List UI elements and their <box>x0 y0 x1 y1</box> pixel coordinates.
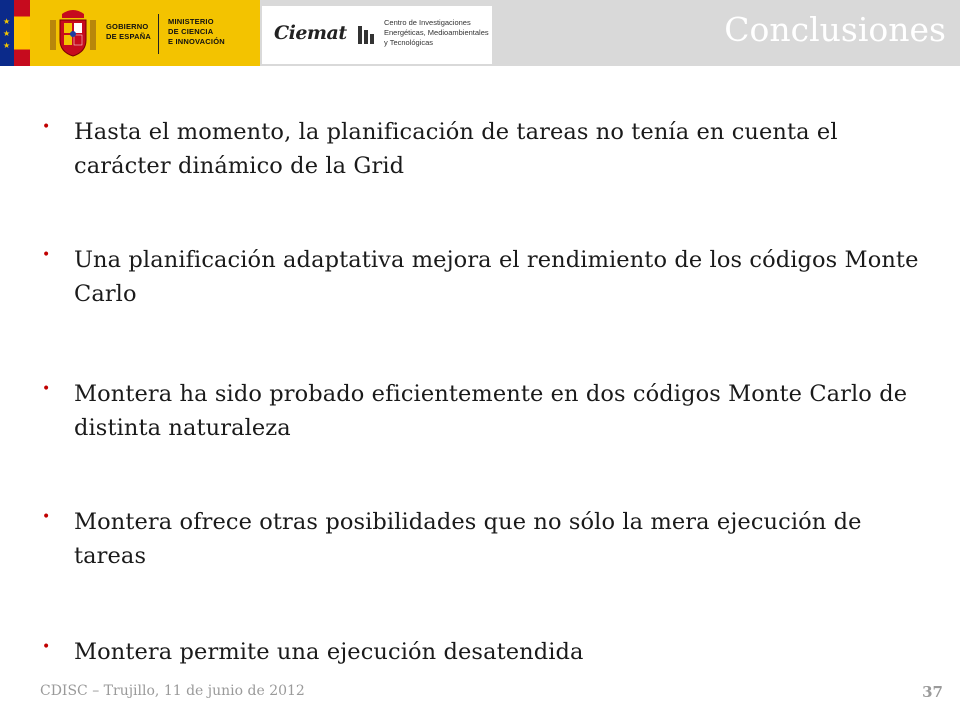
bullet-icon: • <box>42 509 51 525</box>
bullet-icon: • <box>42 381 51 397</box>
bullet-text: Montera ofrece otras posibilidades que no sólo la mera ejecución de tareas <box>74 509 862 569</box>
bullet-text: Una planificación adaptativa mejora el rendimiento de los códigos Monte Carlo <box>74 247 919 307</box>
ciemat-wordmark: Ciemat <box>274 22 347 44</box>
ciemat-description: Centro de Investigaciones Energéticas, Medioambientales y Tecnológicas <box>384 18 489 47</box>
logo-divider <box>158 14 159 54</box>
bullet-icon: • <box>42 639 51 655</box>
government-logo <box>30 0 260 66</box>
bullet-icon: • <box>42 247 51 263</box>
eu-flag-icon: ★ ★ ★ <box>0 0 14 66</box>
page-number: 37 <box>922 683 943 701</box>
government-name: GOBIERNO DE ESPAÑA <box>106 22 152 41</box>
spain-flag-icon <box>14 0 30 66</box>
coat-of-arms-icon <box>46 6 100 60</box>
ministry-name: MINISTERIO DE CIENCIA E INNOVACIÓN <box>168 17 225 46</box>
bullet-text: Hasta el momento, la planificación de tareas no tenía en cuenta el carácter dinámico de la Grid <box>74 119 838 179</box>
slide-header <box>0 0 960 66</box>
footer-event: CDISC – Trujillo, 11 de junio de 2012 <box>40 683 305 699</box>
bullet-text: Montera ha sido probado eficientemente en dos códigos Monte Carlo de distinta naturaleza <box>74 381 908 441</box>
bullet-text: Montera permite una ejecución desatendida <box>74 639 584 665</box>
bullet-icon: • <box>42 119 51 135</box>
ciemat-symbol-icon <box>356 24 376 46</box>
slide-title: Conclusiones <box>724 10 946 49</box>
ciemat-logo <box>262 6 492 64</box>
